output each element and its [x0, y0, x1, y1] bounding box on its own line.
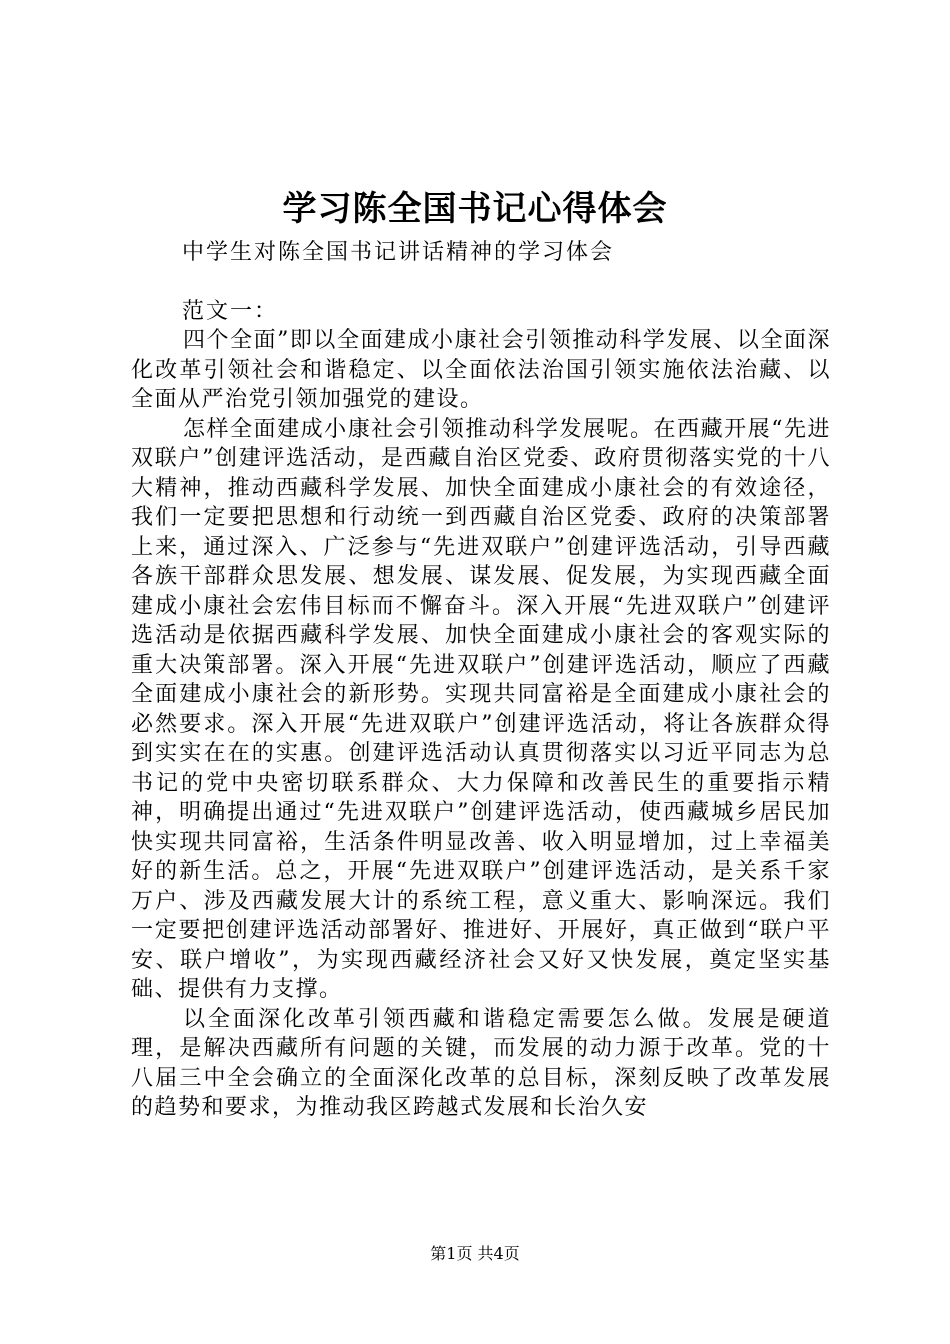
document-subtitle: 中学生对陈全国书记讲话精神的学习体会	[182, 240, 615, 265]
section-label: 范文一：	[182, 299, 279, 324]
body-paragraph: 四个全面”即以全面建成小康社会引领推动科学发展、以全面深化改革引领社会和谐稳定、以全面依法治国引领实施依法治藏、以全面从严治党引领加强党的建设。	[131, 328, 831, 412]
body-paragraph: 以全面深化改革引领西藏和谐稳定需要怎么做。发展是硬道理，是解决西藏所有问题的关键，而发展的动力源于改革。党的十八届三中全会确立的全面深化改革的总目标，深刻反映了改革发展的趋势和要求，为推动我区跨越式发展和长治久安	[131, 1006, 831, 1120]
document-title: 学习陈全国书记心得体会	[282, 189, 668, 229]
body-paragraph: 怎样全面建成小康社会引领推动科学发展呢。在西藏开展“先进双联户”创建评选活动，是西藏自治区党委、政府贯彻落实党的十八大精神，推动西藏科学发展、加快全面建成小康社会的有效途径，我们一定要把思想和行动统一到西藏自治区党委、政府的决策部署上来，通过深入、广泛参与“先进双联户”创建评选活动，引导西藏各族干部群众思发展、想发展、谋发展、促发展，为实现西藏全面建成小康社会宏伟目标而不懈奋斗。深入开展“先进双联户”创建评选活动是依据西藏科学发展、加快全面建成小康社会的客观实际的重大决策部署。深入开展“先进双联户”创建评选活动，顺应了西藏全面建成小康社会的新形势。实现共同富裕是全面建成小康社会的必然要求。深入开展“先进双联户”创建评选活动，将让各族群众得到实实在在的实惠。创建评选活动认真贯彻落实以习近平同志为总书记的党中央密切联系群众、大力保障和改善民生的重要指示精神，明确提出通过“先进双联户”创建评选活动，使西藏城乡居民加快实现共同富裕，生活条件明显改善、收入明显增加，过上幸福美好的新生活。总之，开展“先进双联户”创建评选活动，是关系千家万户、涉及西藏发展大计的系统工程，意义重大、影响深远。我们一定要把创建评选活动部署好、推进好、开展好，真正做到“联户平安、联户增收”，为实现西藏经济社会又好又快发展，奠定坚实基础、提供有力支撑。	[131, 416, 831, 1002]
document-body	[131, 326, 831, 1123]
page-footer: 第1页 共4页	[430, 1244, 520, 1263]
